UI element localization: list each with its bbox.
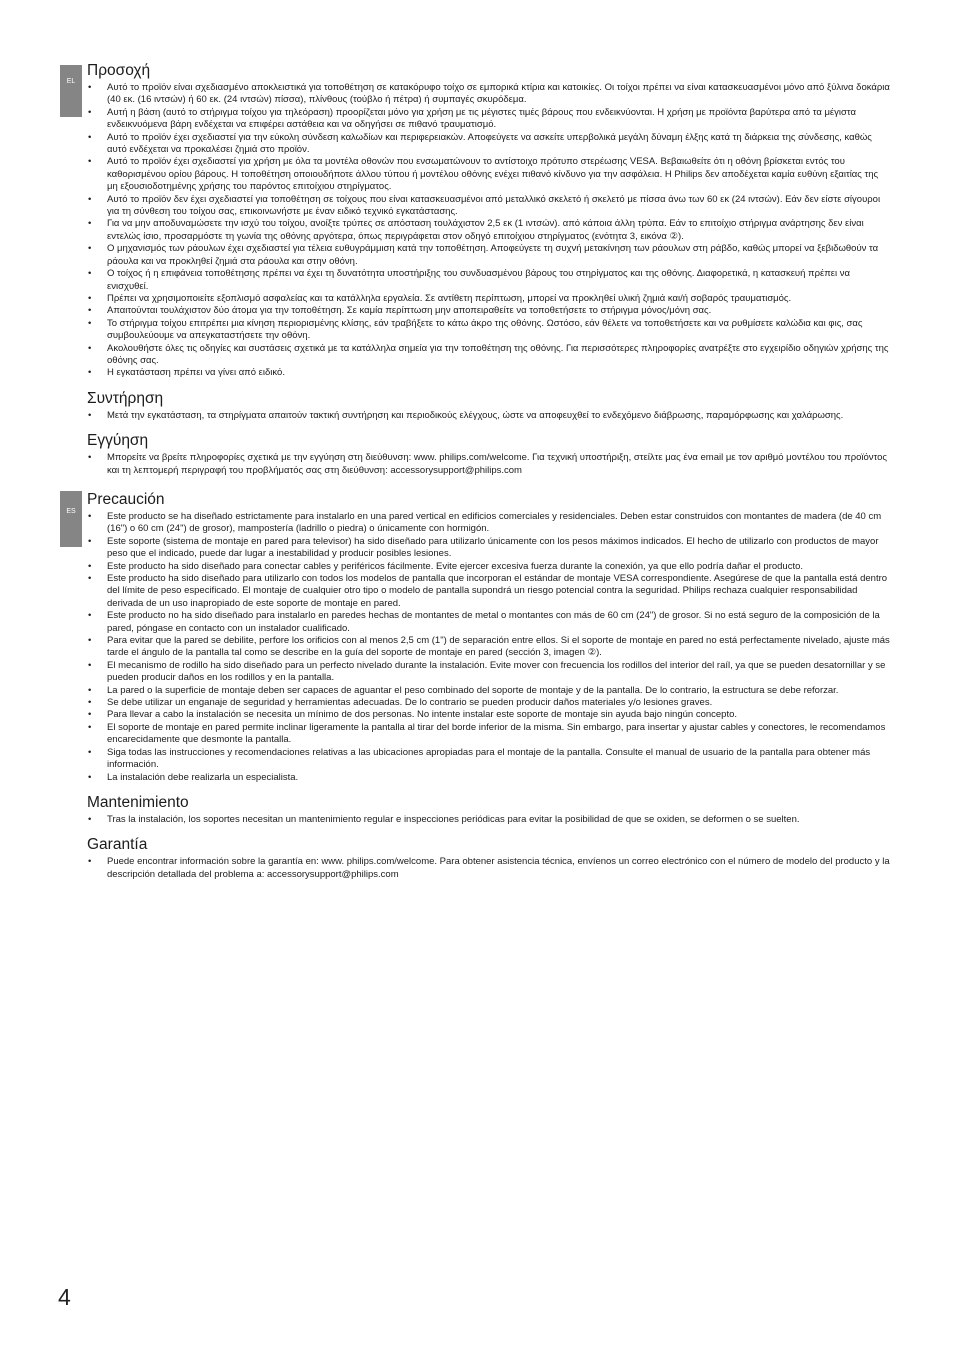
list-item: • Siga todas las instrucciones y recomendaciones relativas a las ubicaciones apropiadas para el montaje de la pantalla. Consulte el manual de usuario de la pantalla para obtener más información. <box>87 747 890 772</box>
page-content <box>66 62 890 881</box>
caution-heading: Προσοχή <box>87 62 151 79</box>
language-tab-el <box>60 65 82 117</box>
list-item: • El soporte de montaje en pared permite inclinar ligeramente la pantalla al tirar del borde inferior de la misma. Sin embargo, para insertar y ajustar cables y conectores, le recomendamos encarecidamente que desmonte la pantalla. <box>87 722 890 747</box>
list-item: • Αυτό το προϊόν έχει σχεδιαστεί για την εύκολη σύνδεση καλωδίων και περιφερειακών. Αποφεύγετε να ασκείτε υπερβολικά μεγάλη δύναμη έλξης κατά τη διάρκεια της σύνδεσης, καθώς αυτό ενδέχεται να προκαλέσει ζημιά στο προϊόν. <box>87 132 890 157</box>
caution-list <box>87 82 890 380</box>
list-item: • Αυτό το προϊόν δεν έχει σχεδιαστεί για τοποθέτηση σε τοίχους που είναι κατασκευασμένοι από μεταλλικό σκελετό ή σκελετό με πίσσα άνω των 60 εκ (24 ιντσών). Εάν δεν είστε σίγουροι για τη σύνθεση του τοίχου σας, επικοινωνήστε με έναν ειδικό τεχνικό εγκατάστασης. <box>87 194 890 219</box>
list-item: • Este producto se ha diseñado estrictamente para instalarlo en una pared vertical en edificios comerciales y residenciales. Deben estar construidos con montantes de madera (de 40 cm (16") o 60 cm (24") de grosor), mampostería (ladrillo o piedra) o únicamente con hormigón. <box>87 511 890 536</box>
list-item: • Ακολουθήστε όλες τις οδηγίες και συστάσεις σχετικά με τα κατάλληλα σημεία για την τοποθέτηση της οθόνης. Για περισσότερες πληροφορίες ανατρέξτε στο εγχειρίδιο οδηγιών χρήσης της οθόνης σας. <box>87 343 890 368</box>
list-item: • La instalación debe realizarla un especialista. <box>87 772 890 784</box>
list-item: • Αυτό το προϊόν είναι σχεδιασμένο αποκλειστικά για τοποθέτηση σε κατακόρυφο τοίχο σε εμπορικά κτίρια και κατοικίες. Οι τοίχοι πρέπει να είναι κατασκευασμένοι μόνο από ξύλινα δοκάρια (40 εκ. (16 ιντσών) ή 60 εκ. (24 ιντσών) πίσσα), πλίνθους (τούβλο ή πέτρα) ή συμπαγές σκυρόδεμα. <box>87 82 890 107</box>
maintenance-list <box>87 814 890 826</box>
list-item: • Ο τοίχος ή η επιφάνεια τοποθέτησης πρέπει να έχει τη δυνατότητα υποστήριξης του συνδυασμένου βάρους του στηρίγματος και της οθόνης. Διαφορετικά, η κατασκευή πρέπει να ενισχυθεί. <box>87 268 890 293</box>
page-number: 4 <box>58 1284 71 1310</box>
list-item: • Μετά την εγκατάσταση, τα στηρίγματα απαιτούν τακτική συντήρηση και περιοδικούς ελέγχους, ώστε να αποφευχθεί το ενδεχόμενο διάβρωσης, παραμόρφωσης και χαλάρωσης. <box>87 410 890 422</box>
language-tab-label: EL <box>66 78 76 85</box>
language-tab-label: ES <box>66 507 76 515</box>
caution-heading: Precaución <box>87 490 165 508</box>
list-item: • Para llevar a cabo la instalación se necesita un mínimo de dos personas. No intente instalar este soporte de montaje sin ayuda bajo ningún concepto. <box>87 709 890 721</box>
maintenance-heading: Mantenimiento <box>87 793 189 811</box>
warranty-list <box>87 452 890 477</box>
list-item: • Este producto ha sido diseñado para conectar cables y periféricos fácilmente. Evite ejercer excesiva fuerza durante la conexión, ya que ello podría dañar el producto. <box>87 561 890 573</box>
list-item: • Este producto no ha sido diseñado para instalarlo en paredes hechas de montantes de metal o montantes con más de 60 cm (24") de grosor. Si no está seguro de la composición de la pared, póngase en contacto con un instalador cualificado. <box>87 610 890 635</box>
section-spanish <box>66 490 890 881</box>
caution-list <box>87 511 890 784</box>
list-item: • Το στήριγμα τοίχου επιτρέπει μια κίνηση περιορισμένης κλίσης, εάν τραβήξετε το κάτω άκρο της οθόνης. Ωστόσο, εάν θέλετε να τοποθετήσετε και να ρυθμίσετε καλώδια και φις, σας συμβουλεύουμε να απεγκαταστήσετε την οθόνη. <box>87 318 890 343</box>
list-item: • La pared o la superficie de montaje deben ser capaces de aguantar el peso combinado del soporte de montaje y de la pantalla. De lo contrario, la estructura se debe reforzar. <box>87 685 890 697</box>
section-greek <box>66 62 890 477</box>
list-item: • Για να μην αποδυναμώσετε την ισχύ του τοίχου, ανοίξτε τρύπες σε απόσταση τουλάχιστον 2,5 εκ (1 ιντσών). από κάποια άλλη τρύπα. Εάν το επιτοίχιο στήριγμα ανάρτησης δεν είναι εντελώς ίσιο, προσαρμόστε τη γωνία της οθόνης αργότερα, όπως περιγράφεται στον οδηγό επιτοίχιου στηρίγματος (ενότητα 3, εικόνα ②). <box>87 218 890 243</box>
list-item: • Se debe utilizar un enganaje de seguridad y herramientas adecuadas. De lo contrario se pueden producir daños materiales y/o lesiones graves. <box>87 697 890 709</box>
list-item: • Η εγκατάσταση πρέπει να γίνει από ειδικό. <box>87 367 890 379</box>
list-item: • Puede encontrar información sobre la garantía en: www. philips.com/welcome. Para obtener asistencia técnica, envíenos un correo electrónico con el número de modelo del producto y la descripción detallada del problema a: accessorysupport@philips.com <box>87 856 890 881</box>
warranty-heading: Εγγύηση <box>87 432 149 450</box>
list-item: • Αυτή η βάση (αυτό το στήριγμα τοίχου για τηλεόραση) προορίζεται μόνο για χρήση με τις μέγιστες τιμές βάρους που ενδεικνύονται. Η χρήση με προϊόντα βαρύτερα από τα μέγιστα ενδεικνυόμενα βάρη ενδέχεται να επιφέρει αστάθεια και να οδηγήσει σε πιθανό τραυματισμό. <box>87 107 890 132</box>
list-item: • Tras la instalación, los soportes necesitan un mantenimiento regular e inspecciones periódicas para evitar la posibilidad de que se oxiden, se deformen o se suelten. <box>87 814 890 826</box>
language-tab-es <box>60 491 82 547</box>
list-item: • Este soporte (sistema de montaje en pared para televisor) ha sido diseñado para utilizarlo únicamente con los pesos máximos indicados. El hecho de utilizarlo con productos de mayor peso que el indicado, puede dar lugar a inestabilidad y producir posibles lesiones. <box>87 536 890 561</box>
list-item: • Ο μηχανισμός των ράουλων έχει σχεδιαστεί για τέλεια ευθυγράμμιση κατά την τοποθέτηση. Αποφεύγετε τη συχνή μετακίνηση των ράουλων στη ράβδο, καθώς μπορεί να ξεβιδωθούν τα ράουλα και να προκληθεί ζημιά στα ράουλα και στην οθόνη. <box>87 243 890 268</box>
list-item: • Αυτό το προϊόν έχει σχεδιαστεί για χρήση με όλα τα μοντέλα οθονών που ενσωματώνουν το αντίστοιχο πρότυπο στερέωσης VESA. Βεβαιωθείτε ότι η οθόνη βρίσκεται εντός του καθορισμένου ορίου βάρους. Η τοποθέτηση οποιουδήποτε άλλου τύπου ή μοντέλου οθόνης ενέχει πιθανό κίνδυνο για την ασφάλεια. Η Philips δεν αποδέχεται καμία ευθύνη εξαιτίας της μη εξουσιοδοτημένης χρήσης του παρόντος επιτοίχιου στηρίγματος. <box>87 156 890 193</box>
list-item: • El mecanismo de rodillo ha sido diseñado para un perfecto nivelado durante la instalación. Evite mover con frecuencia los rodillos del interior del raíl, ya que se pueden desatornillar y se pueden producir daños en los rodillos y en la pantalla. <box>87 660 890 685</box>
list-item: • Μπορείτε να βρείτε πληροφορίες σχετικά με την εγγύηση στη διεύθυνση: www. philips.com/welcome. Για τεχνική υποστήριξη, στείλτε μας ένα email με τον αριθμό μοντέλου του προϊόντος και τη λεπτομερή περιγραφή του προβλήματός σας στη διεύθυνση: accessorysupport@philips.com <box>87 452 890 477</box>
list-item: • Este producto ha sido diseñado para utilizarlo con todos los modelos de pantalla que incorporan el estándar de montaje VESA correspondiente. Asegúrese de que la pantalla está dentro del límite de peso especificado. El montaje de cualquier otro tipo o modelo de pantalla supondrá un riesgo potencial contra la seguridad. Philips rechaza cualquier responsabilidad derivada de un uso inapropiado de este soporte de montaje en pared. <box>87 573 890 610</box>
list-item: • Para evitar que la pared se debilite, perfore los orificios con al menos 2,5 cm (1") de separación entre ellos. Si el soporte de montaje en pared no está perfectamente nivelado, ajuste más tarde el ángulo de la pantalla tal como se describe en la guía del soporte de montaje en pared (sección 3, imagen ②). <box>87 635 890 660</box>
list-item: • Απαιτούνται τουλάχιστον δύο άτομα για την τοποθέτηση. Σε καμία περίπτωση μην αποπειραθείτε να τοποθετήσετε το στήριγμα μόνος/μόνη σας. <box>87 305 890 317</box>
warranty-heading: Garantía <box>87 836 148 854</box>
warranty-list <box>87 856 890 881</box>
list-item: • Πρέπει να χρησιμοποιείτε εξοπλισμό ασφαλείας και τα κατάλληλα εργαλεία. Σε αντίθετη περίπτωση, μπορεί να προκληθεί υλική ζημιά και/ή σοβαρός τραυματισμός. <box>87 293 890 305</box>
maintenance-heading: Συντήρηση <box>87 389 164 407</box>
maintenance-list <box>87 410 890 422</box>
